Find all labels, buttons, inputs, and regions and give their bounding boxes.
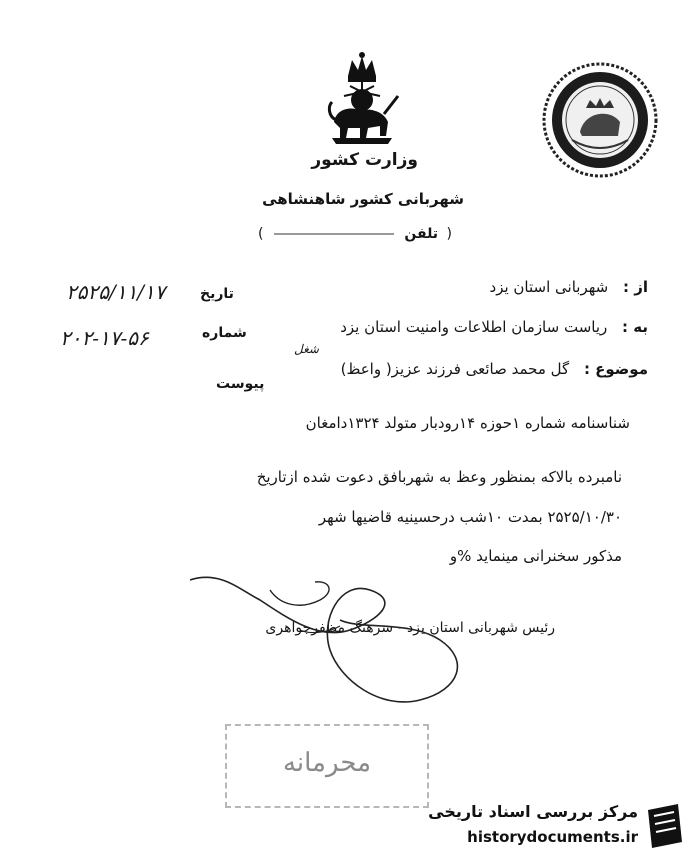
handwritten-signature bbox=[180, 560, 480, 720]
phone-open-paren: ( bbox=[446, 226, 452, 242]
to-line bbox=[340, 318, 648, 336]
confidential-stamp bbox=[225, 724, 429, 808]
subject-label: موضوع : bbox=[583, 360, 648, 378]
archive-logo-icon bbox=[644, 802, 686, 850]
number-value: ۲۰۲-۱۷-۵۶ bbox=[60, 326, 149, 350]
from-line bbox=[490, 278, 648, 296]
watermark-title: مرکز بررسی اسناد تاریخی bbox=[428, 802, 638, 821]
body-line-3: مذکور سخنرانی مینماید %و bbox=[449, 547, 622, 565]
confidential-stamp-text: محرمانه bbox=[282, 748, 372, 778]
from-label: از : bbox=[623, 278, 648, 296]
circular-seal bbox=[540, 60, 660, 180]
from-value: شهربانی استان یزد bbox=[489, 278, 609, 296]
id-line: شناسنامه شماره ۱حوزه ۱۴رودبار متولد ۱۳۲۴دامغان bbox=[305, 414, 630, 432]
archive-watermark bbox=[402, 796, 692, 860]
date-label: تاریخ bbox=[200, 286, 234, 302]
department-title: شهربانی کشور شاهنشاهی bbox=[262, 190, 464, 208]
phone-redacted bbox=[274, 233, 394, 235]
to-handwritten-note: شغل bbox=[294, 342, 319, 356]
attachment-label: پیوست bbox=[216, 376, 265, 392]
to-label: به : bbox=[622, 318, 648, 336]
subject-value: گل محمد صائعی فرزند عزیز( واعظ) bbox=[340, 360, 570, 378]
signatory-line: رئیس شهربانی استان یزد - سرهنگ مظفرجواهری bbox=[265, 620, 555, 636]
lion-and-sun-emblem bbox=[322, 52, 402, 144]
watermark-url: historydocuments.ir bbox=[467, 828, 638, 846]
date-value: ۲۵۲۵/۱۱/۱۷ bbox=[66, 280, 166, 304]
body-line-2: ۲۵۲۵/۱۰/۳۰ بمدت ۱۰شب درحسینیه قاضیها شهر bbox=[318, 508, 622, 526]
number-label: شماره bbox=[202, 325, 247, 341]
to-value: ریاست سازمان اطلاعات وامنیت استان یزد bbox=[340, 318, 608, 336]
ministry-title: وزارت کشور bbox=[311, 150, 418, 170]
phone-label: تلفن bbox=[404, 226, 439, 242]
subject-line bbox=[341, 360, 648, 378]
phone-line bbox=[258, 226, 452, 242]
body-line-1: نامبرده بالاکه بمنظور وعظ به شهربافق دعوت شده ازتاریخ bbox=[256, 468, 622, 486]
phone-close-paren: ) bbox=[258, 226, 264, 242]
